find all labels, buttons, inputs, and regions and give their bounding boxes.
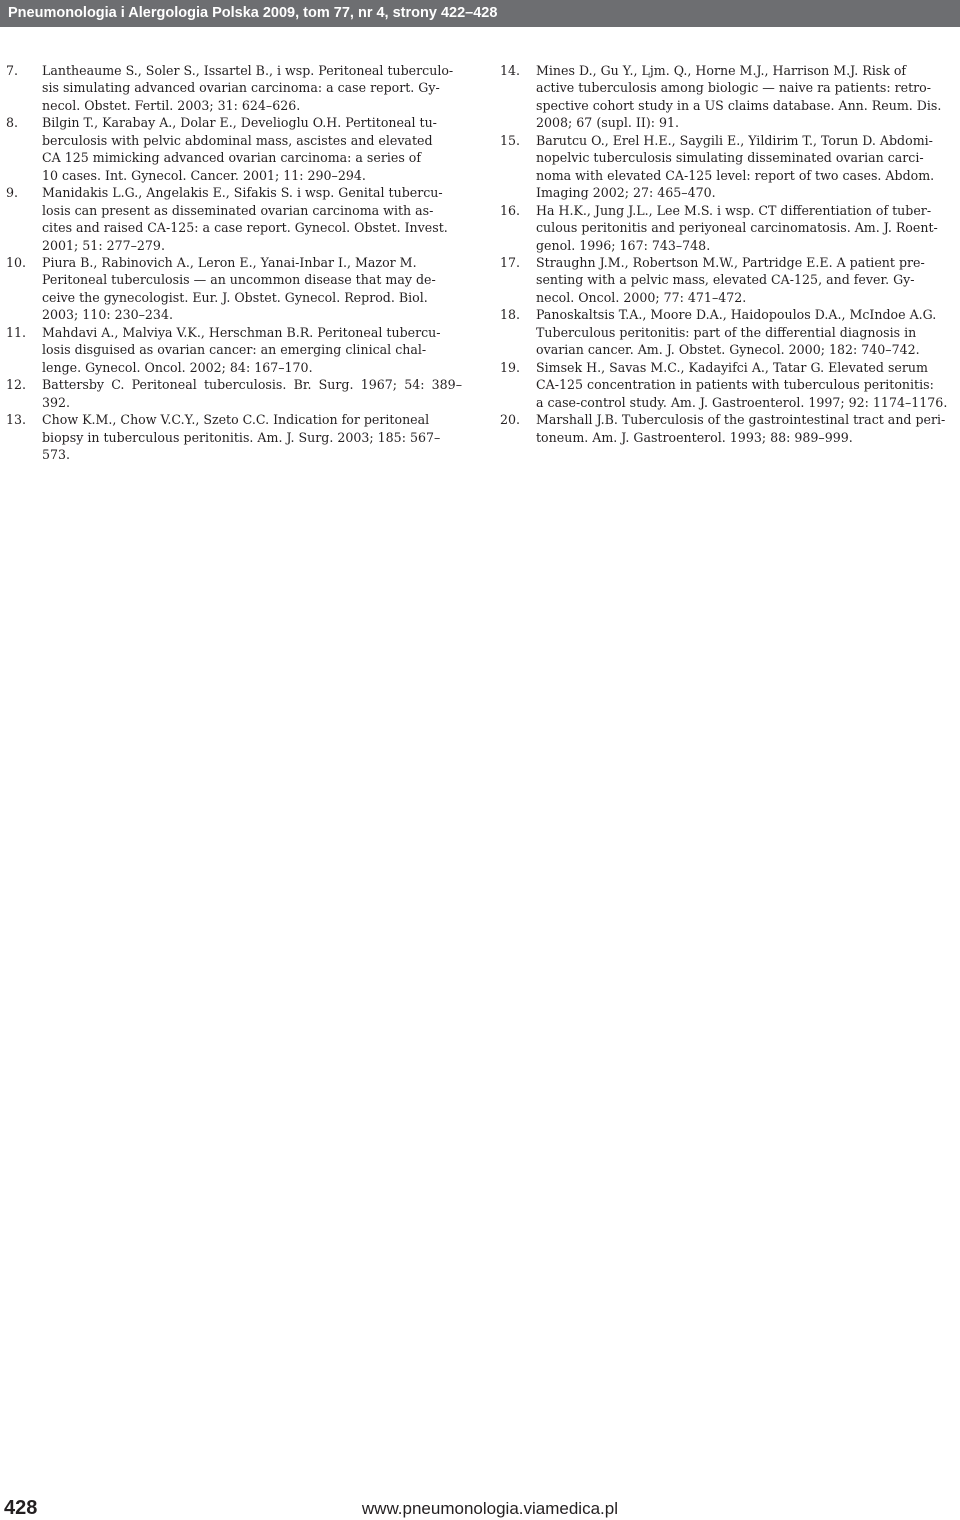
reference-text: Marshall J.B. Tuberculosis of the gastrointestinal tract and peri- toneum. Am. J. Gastroenterol. 1993; 88: 989–999. [536, 412, 946, 445]
reference-number: 7. [6, 63, 19, 78]
reference-number: 19. [500, 359, 521, 375]
reference-number: 11. [6, 324, 27, 340]
reference-number: 16. [500, 202, 521, 218]
journal-website-link[interactable]: www.pneumonologia.viamedica.pl [361, 1499, 618, 1518]
reference-number: 8. [6, 115, 19, 131]
reference-text: Mahdavi A., Malviya V.K., Herschman B.R. Peritoneal tubercu- losis disguised as ovarian cancer: an emerging clinical chal- lenge. Gynecol. Oncol. 2002; 84: 167–170. [42, 324, 441, 375]
page-number: 428 [4, 1497, 38, 1519]
reference-item [6, 114, 462, 184]
reference-item [6, 184, 462, 254]
reference-item [6, 254, 462, 324]
reference-item [6, 324, 462, 376]
reference-number: 17. [500, 254, 521, 270]
reference-item [6, 62, 462, 114]
reference-item [500, 202, 956, 254]
reference-text: Battersby C. Peritoneal tuberculosis. Br. Surg. 1967; 54: 389–392. [42, 377, 462, 410]
reference-text: Panoskaltsis T.A., Moore D.A., Haidopoulos D.A., McIndoe A.G. Tuberculous peritonitis: part of the differential diagnosis in ovarian cancer. Am. J. Obstet. Gynecol. 2000; 182: 740–742. [536, 307, 937, 358]
reference-text: Mines D., Gu Y., Ljm. Q., Horne M.J., Harrison M.J. Risk of active tuberculosis among biologic — naive ra patients: retro- spective cohort study in a US claims database. Ann. Reum. Dis. 2008; 67 (supl. II): 91. [536, 63, 942, 131]
reference-text: Straughn J.M., Robertson M.W., Partridge E.E. A patient pre- senting with a pelvic mass, elevated CA-125, and fever. Gy- necol. Oncol. 2000; 77: 471–472. [536, 254, 925, 305]
reference-text: Barutcu O., Erel H.E., Saygili E., Yildirim T., Torun D. Abdomi- nopelvic tuberculosis simulating disseminated ovarian carci- noma with elevated CA-125 level: report of two cases. Abdom. Imaging 2002; 27: 465–470. [536, 132, 935, 201]
reference-number: 14. [500, 63, 521, 78]
reference-item [500, 306, 956, 358]
reference-text: Chow K.M., Chow V.C.Y., Szeto C.C. Indication for peritoneal biopsy in tuberculous peritonitis. Am. J. Surg. 2003; 185: 567– 573. [42, 412, 441, 462]
reference-number: 15. [500, 132, 521, 148]
references-right-column [500, 62, 956, 446]
reference-item [6, 376, 462, 411]
reference-text: Simsek H., Savas M.C., Kadayifci A., Tatar G. Elevated serum CA-125 concentration in patients with tuberculous peritonitis: a case-control study. Am. J. Gastroenterol. 1997; 92: 1174–1176. [536, 359, 948, 410]
reference-item [500, 411, 956, 446]
reference-item [500, 359, 956, 411]
reference-text: Piura B., Rabinovich A., Leron E., Yanai-Inbar I., Mazor M. Peritoneal tuberculosis — an uncommon disease that may de- ceive the gynecologist. Eur. J. Obstet. Gynecol. Reprod. Biol. 2003; 110: 230–234. [42, 254, 436, 323]
reference-item [6, 411, 462, 463]
reference-text: Bilgin T., Karabay A., Dolar E., Develioglu O.H. Pertitoneal tu- berculosis with pelvic abdominal mass, ascistes and elevated CA 125 mimicking advanced ovarian carcinoma: a series of 10 cases. Int. Gynecol. Cancer. 2001; 11: 290–294. [42, 115, 437, 183]
reference-number: 10. [6, 254, 27, 270]
reference-text: Ha H.K., Jung J.L., Lee M.S. i wsp. CT differentiation of tuber- culous peritonitis and periyoneal carcinomatosis. Am. J. Roent- genol. 1996; 167: 743–748. [536, 202, 938, 253]
reference-text: Lantheaume S., Soler S., Issartel B., i wsp. Peritoneal tuberculo- sis simulating advanced ovarian carcinoma: a case report. Gy- necol. Obstet. Fertil. 2003; 31: 624–626. [42, 63, 454, 113]
references-left-column [6, 62, 462, 463]
reference-number: 9. [6, 185, 19, 201]
journal-header-bar [0, 0, 960, 27]
reference-number: 18. [500, 307, 521, 323]
reference-item [500, 132, 956, 202]
reference-number: 20. [500, 412, 521, 428]
reference-text: Manidakis L.G., Angelakis E., Sifakis S. i wsp. Genital tubercu- losis can present as disseminated ovarian carcinoma with as- cites and raised CA-125: a case report. Gynecol. Obstet. Invest. 2001; 51: 277–279. [42, 185, 448, 253]
reference-item [500, 62, 956, 132]
reference-number: 13. [6, 412, 27, 428]
reference-number: 12. [6, 377, 27, 393]
reference-item [500, 254, 956, 306]
journal-title: Pneumonologia i Alergologia Polska 2009, tom 77, nr 4, strony 422–428 [8, 5, 498, 21]
